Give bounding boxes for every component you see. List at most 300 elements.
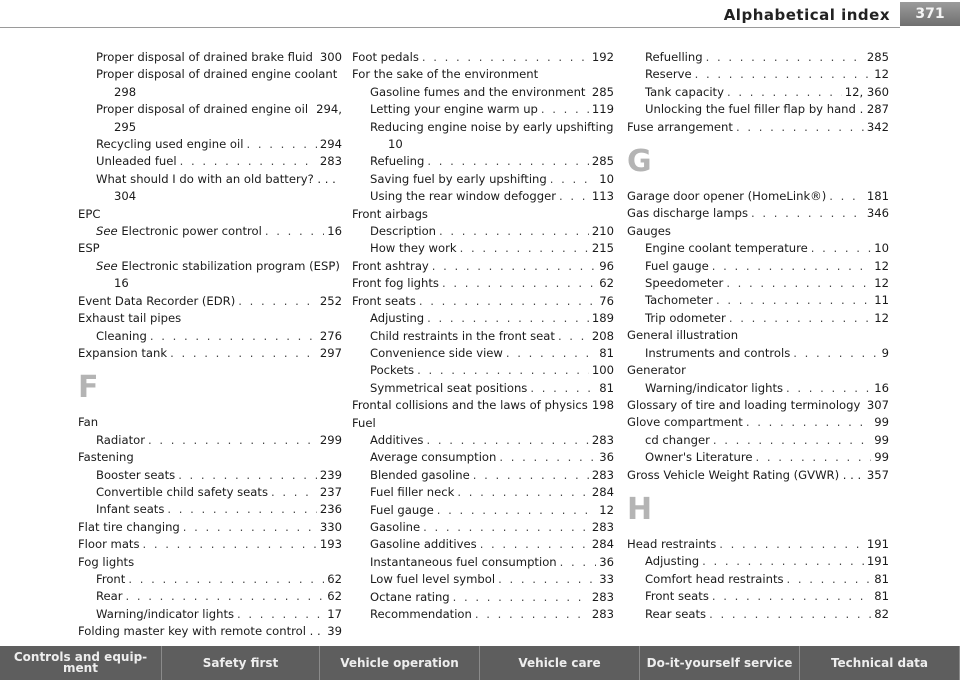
dot-leader [437, 502, 597, 519]
index-entry [352, 397, 614, 414]
entry-text: Infant seats [96, 502, 165, 517]
entry-text: Fuel filler neck [370, 485, 455, 500]
entry-text: Gasoline additives [370, 537, 477, 552]
dot-leader [170, 345, 317, 362]
page-reference: 10 [599, 171, 614, 186]
dot-leader [793, 345, 878, 362]
dot-leader [427, 153, 588, 170]
entry-text: ESP [78, 241, 100, 256]
page-reference: 283 [319, 154, 342, 169]
entry-text: Owner's Literature [645, 450, 753, 465]
dot-leader [246, 136, 316, 153]
entry-text: What should I do with an old battery? . . . [96, 171, 336, 186]
see-reference: See [96, 258, 118, 273]
page-reference: 36 [599, 450, 614, 465]
page-reference: 12 [874, 67, 889, 82]
dot-leader [417, 362, 589, 379]
dot-leader [128, 571, 324, 588]
entry-text: Rear [96, 589, 123, 604]
page-reference: 284 [591, 485, 614, 500]
page-reference: 81 [874, 589, 889, 604]
entry-text: Booster seats [96, 467, 176, 482]
index-subentry [627, 449, 889, 466]
page-reference: 16 [874, 380, 889, 395]
page-reference: 215 [591, 241, 614, 256]
entry-text: Adjusting [370, 311, 425, 326]
dot-leader [178, 467, 317, 484]
entry-text: Cleaning [96, 328, 147, 343]
entry-text: 16 [114, 276, 129, 291]
index-subentry [352, 589, 614, 606]
entry-text: Head restraints [627, 536, 717, 551]
entry-text: Blended gasoline [370, 467, 470, 482]
index-subentry [78, 484, 342, 501]
entry-text: Event Data Recorder (EDR) [78, 293, 236, 308]
index-subentry [627, 49, 889, 66]
entry-text: Fog lights [78, 554, 135, 569]
entry-text: Gasoline [370, 519, 421, 534]
index-subentry [627, 258, 889, 275]
index-subentry [627, 553, 889, 570]
index-subentry [78, 588, 342, 605]
entry-text: Fastening [78, 450, 134, 465]
page-number-tab: 371 [900, 2, 960, 26]
index-entry [78, 414, 342, 431]
dot-leader [237, 606, 324, 623]
entry-text: Electronic power control [121, 224, 262, 239]
index-entry [627, 327, 889, 344]
dot-leader [787, 571, 872, 588]
index-subentry [627, 380, 889, 397]
index-subentry [78, 606, 342, 623]
header-rule [0, 27, 900, 28]
section-tab[interactable]: Safety first [162, 646, 320, 680]
entry-text: Front fog lights [352, 276, 439, 291]
dot-leader [751, 205, 864, 222]
dot-leader [457, 484, 589, 501]
dot-leader [475, 606, 589, 623]
entry-text: Fuel gauge [370, 502, 434, 517]
page-reference: 285 [591, 154, 614, 169]
entry-text: Gasoline fumes and the environment [370, 84, 586, 99]
page-reference: 287 [866, 102, 889, 117]
section-tab[interactable]: Controls and equip- ment [0, 646, 162, 680]
entry-text: Warning/indicator lights [645, 380, 784, 395]
dot-leader [811, 240, 871, 257]
entry-text: Recommendation [370, 607, 472, 621]
index-letter-heading: G [627, 144, 652, 180]
dot-leader [442, 275, 596, 292]
dot-leader [550, 171, 596, 188]
index-entry [78, 449, 342, 466]
index-subentry [627, 606, 889, 623]
entry-text: Front seats [352, 293, 416, 308]
entry-text: Front [96, 571, 126, 586]
page-reference: 239 [319, 467, 342, 482]
entry-text: Saving fuel by early upshifting [370, 171, 547, 186]
entry-text: cd changer [645, 432, 710, 447]
entry-text: Adjusting [645, 554, 700, 569]
page-reference: 12 [874, 258, 889, 273]
index-subentry [627, 292, 889, 309]
index-subentry [352, 467, 614, 484]
page-reference: 181 [866, 189, 889, 204]
entry-text: EPC [78, 206, 101, 221]
page-reference: 33 [599, 572, 614, 587]
index-entry [627, 536, 889, 553]
entry-text: Proper disposal of drained engine coolant [96, 67, 338, 82]
index-subentry [352, 362, 614, 379]
entry-text: 295 [114, 119, 137, 134]
page-reference: 82 [874, 606, 889, 621]
page-reference: 62 [599, 276, 614, 291]
page-reference: 276 [319, 328, 342, 343]
index-subentry [78, 328, 342, 345]
dot-leader [419, 293, 596, 310]
index-subentry [352, 606, 614, 623]
entry-text: Foot pedals [352, 50, 419, 64]
page-reference: 236 [319, 502, 342, 517]
index-letter-heading: H [627, 491, 653, 527]
index-subentry [78, 171, 342, 188]
page-reference: 284 [591, 537, 614, 552]
section-tab[interactable]: Do-it-yourself service [640, 646, 800, 680]
index-subentry [352, 328, 614, 345]
section-tab[interactable]: Technical data [800, 646, 960, 680]
entry-text: 10 [388, 137, 403, 152]
index-subentry [78, 467, 342, 484]
entry-text: For the sake of the environment [352, 67, 539, 82]
dot-leader [183, 519, 317, 536]
page-reference: 210 [591, 224, 614, 239]
page-reference: 11 [874, 293, 889, 308]
entry-text: Garage door opener (HomeLink®) [627, 189, 827, 204]
dot-leader [167, 501, 316, 518]
index-entry [352, 275, 614, 292]
dot-leader [729, 310, 871, 327]
index-subentry [352, 101, 614, 118]
dot-leader [560, 554, 597, 571]
entry-text: Recycling used engine oil [96, 137, 244, 152]
dot-leader [439, 223, 589, 240]
page-reference: 81 [874, 571, 889, 586]
entry-text: Unleaded fuel [96, 154, 177, 169]
index-entry [352, 206, 614, 223]
entry-text: Child restraints in the front seat [370, 328, 555, 343]
section-nav-bar [0, 646, 960, 680]
index-subentry [78, 66, 342, 83]
see-reference: See [96, 224, 118, 239]
dot-leader [829, 188, 864, 205]
index-subentry [78, 84, 342, 101]
index-subentry [627, 84, 889, 101]
dot-leader [786, 380, 871, 397]
page-reference: 191 [866, 536, 889, 551]
entry-text: Description [370, 224, 437, 239]
entry-text: Instruments and controls [645, 345, 791, 360]
entry-text: 298 [114, 84, 137, 99]
page-reference: 346 [866, 206, 889, 221]
index-column-2 [352, 49, 614, 623]
index-subentry [627, 240, 889, 257]
index-entry [627, 414, 889, 431]
page-reference: 198 [591, 398, 614, 413]
entry-text: Floor mats [78, 537, 140, 552]
dot-leader [423, 519, 589, 536]
dot-leader [756, 449, 872, 466]
entry-text: Reducing engine noise by early upshifting [370, 119, 614, 134]
page-reference: 99 [874, 432, 889, 447]
index-subentry [78, 258, 342, 275]
page-reference: 285 [866, 50, 889, 64]
page-reference: 357 [866, 467, 889, 482]
dot-leader [719, 536, 864, 553]
page-reference: 189 [591, 311, 614, 326]
page-reference: 299 [319, 432, 342, 447]
index-subentry [627, 345, 889, 362]
index-subentry [78, 432, 342, 449]
entry-text: Front ashtray [352, 258, 429, 273]
page-reference: 192 [591, 50, 614, 64]
entry-text: Exhaust tail pipes [78, 311, 182, 326]
dot-leader [126, 588, 325, 605]
index-subentry [78, 223, 342, 240]
entry-text: Convertible child safety seats [96, 484, 268, 499]
page-reference: 237 [319, 484, 342, 499]
page-reference: 330 [319, 519, 342, 534]
entry-text: Electronic stabilization program (ESP) [121, 258, 340, 273]
entry-text: Gauges [627, 223, 671, 238]
page-reference: 99 [874, 450, 889, 465]
entry-text: Refueling [370, 154, 425, 169]
dot-leader [727, 84, 842, 101]
index-subentry [352, 136, 614, 153]
index-entry [78, 554, 342, 571]
index-entry [627, 397, 889, 414]
entry-text: Letting your engine warm up [370, 102, 538, 117]
entry-text: Low fuel level symbol [370, 572, 496, 587]
entry-text: Front airbags [352, 206, 428, 221]
entry-text: Front seats [645, 589, 709, 604]
index-subentry [352, 188, 614, 205]
entry-text: Speedometer [645, 276, 724, 291]
page-reference: 342 [866, 119, 889, 134]
page-reference: 283 [591, 432, 614, 447]
page-reference: 193 [319, 537, 342, 552]
dot-leader [426, 432, 588, 449]
dot-leader [541, 101, 589, 118]
index-entry [352, 415, 614, 432]
index-subentry [352, 502, 614, 519]
entry-text: Fan [78, 415, 99, 430]
entry-text: Tank capacity [645, 84, 724, 99]
index-subentry [352, 84, 614, 101]
index-entry [78, 536, 342, 553]
index-letter-heading: F [78, 370, 99, 406]
index-entry [627, 205, 889, 222]
dot-leader [148, 432, 317, 449]
page-reference: 119 [591, 102, 614, 117]
page-reference: 12 [874, 276, 889, 291]
dot-leader [706, 49, 864, 66]
dot-leader [499, 449, 596, 466]
page-reference: 96 [599, 258, 614, 273]
page-reference: 283 [591, 519, 614, 534]
index-subentry [78, 571, 342, 588]
entry-text: Pockets [370, 363, 415, 378]
dot-leader [558, 328, 589, 345]
index-column-1 [78, 49, 342, 641]
page-reference: 81 [599, 345, 614, 360]
page-reference: 16 [327, 224, 342, 239]
index-subentry [352, 119, 614, 136]
index-subentry [78, 101, 342, 118]
entry-text: Proper disposal of drained brake fluid [96, 50, 313, 64]
index-entry [352, 293, 614, 310]
index-entry [78, 310, 342, 327]
index-subentry [78, 153, 342, 170]
entry-text: Refuelling [645, 50, 703, 64]
index-subentry [352, 449, 614, 466]
index-entry [78, 623, 342, 640]
index-subentry [627, 275, 889, 292]
page-reference: 100 [591, 363, 614, 378]
entry-text: Instantaneous fuel consumption [370, 554, 557, 569]
dot-leader [265, 223, 324, 240]
page-reference: 294 [319, 137, 342, 152]
page-reference: 283 [591, 467, 614, 482]
index-subentry [78, 188, 342, 205]
page-reference: 297 [319, 345, 342, 360]
index-subentry [352, 345, 614, 362]
dot-leader [709, 606, 871, 623]
entry-text: Frontal collisions and the laws of physics [352, 398, 588, 413]
dot-leader [712, 258, 872, 275]
entry-text: Radiator [96, 432, 145, 447]
index-subentry [352, 484, 614, 501]
dot-leader [736, 119, 864, 136]
entry-text: How they work [370, 241, 457, 256]
index-subentry [78, 119, 342, 136]
index-subentry [352, 380, 614, 397]
page-reference: 39 [327, 624, 342, 639]
section-tab[interactable]: Vehicle operation [320, 646, 480, 680]
index-entry [78, 206, 342, 223]
index-entry [78, 240, 342, 257]
page-reference: 252 [319, 293, 342, 308]
entry-text: Gross Vehicle Weight Rating (GVWR) . . . [627, 467, 862, 482]
entry-text: Trip odometer [645, 310, 726, 325]
entry-text: Convenience side view [370, 345, 503, 360]
dot-leader [150, 328, 317, 345]
page-reference: 76 [599, 293, 614, 308]
entry-text: Reserve [645, 67, 692, 82]
dot-leader [422, 49, 589, 66]
entry-text: Fuel gauge [645, 258, 709, 273]
entry-text: Glossary of tire and loading terminology [627, 397, 861, 412]
section-tab[interactable]: Vehicle care [480, 646, 640, 680]
entry-text: Tachometer [645, 293, 713, 308]
index-subentry [78, 275, 342, 292]
entry-text: Symmetrical seat positions [370, 380, 528, 395]
index-subentry [627, 101, 889, 118]
page-title: Alphabetical index [723, 6, 890, 24]
index-entry [627, 467, 889, 484]
dot-leader [460, 240, 589, 257]
index-subentry [352, 519, 614, 536]
entry-text: Additives [370, 432, 424, 447]
index-subentry [352, 153, 614, 170]
entry-text: Fuse arrangement [627, 119, 733, 134]
entry-text: Gas discharge lamps [627, 206, 749, 221]
index-entry [627, 223, 889, 240]
dot-leader [716, 292, 871, 309]
page-reference: 12 [599, 502, 614, 517]
dot-leader [712, 588, 871, 605]
index-subentry [627, 588, 889, 605]
index-entry [78, 519, 342, 536]
dot-leader [473, 467, 589, 484]
index-subentry [627, 432, 889, 449]
entry-text: General illustration [627, 328, 739, 343]
entry-text: Glove compartment [627, 415, 743, 430]
entry-text: Generator [627, 363, 686, 378]
page-reference: 81 [599, 380, 614, 395]
entry-text: Expansion tank [78, 345, 168, 360]
index-subentry [78, 501, 342, 518]
dot-leader [432, 258, 596, 275]
index-entry [627, 362, 889, 379]
dot-leader [271, 484, 317, 501]
page-reference: 300 [319, 50, 342, 64]
entry-text: Unlocking the fuel filler flap by hand . [645, 102, 864, 117]
dot-leader [746, 414, 871, 431]
dot-leader [702, 553, 864, 570]
index-entry [627, 188, 889, 205]
entry-text: Using the rear window defogger [370, 189, 557, 204]
index-subentry [352, 171, 614, 188]
dot-leader [238, 293, 317, 310]
index-subentry [352, 554, 614, 571]
entry-text: Proper disposal of drained engine oil [96, 102, 309, 117]
page-reference: 294, [316, 102, 342, 117]
entry-text: Flat tire changing [78, 519, 180, 534]
entry-text: Average consumption [370, 450, 497, 465]
page-reference: 99 [874, 415, 889, 430]
index-subentry [627, 571, 889, 588]
page-reference: 12 [874, 310, 889, 325]
dot-leader [726, 275, 871, 292]
entry-text: Octane rating [370, 589, 450, 604]
index-subentry [352, 223, 614, 240]
page-reference: 36 [599, 554, 614, 569]
page-reference: 208 [591, 328, 614, 343]
page-reference: 12, 360 [844, 84, 889, 99]
dot-leader [143, 536, 317, 553]
page-reference: 17 [327, 606, 342, 621]
index-subentry [352, 571, 614, 588]
dot-leader [559, 188, 589, 205]
dot-leader [506, 345, 596, 362]
page-reference: 283 [591, 589, 614, 604]
entry-text: Rear seats [645, 606, 707, 621]
dot-leader [480, 536, 589, 553]
page-reference: 307 [866, 397, 889, 412]
index-subentry [352, 432, 614, 449]
dot-leader [498, 571, 596, 588]
page-reference: 113 [591, 189, 614, 204]
entry-text: Folding master key with remote control . . [78, 624, 321, 639]
